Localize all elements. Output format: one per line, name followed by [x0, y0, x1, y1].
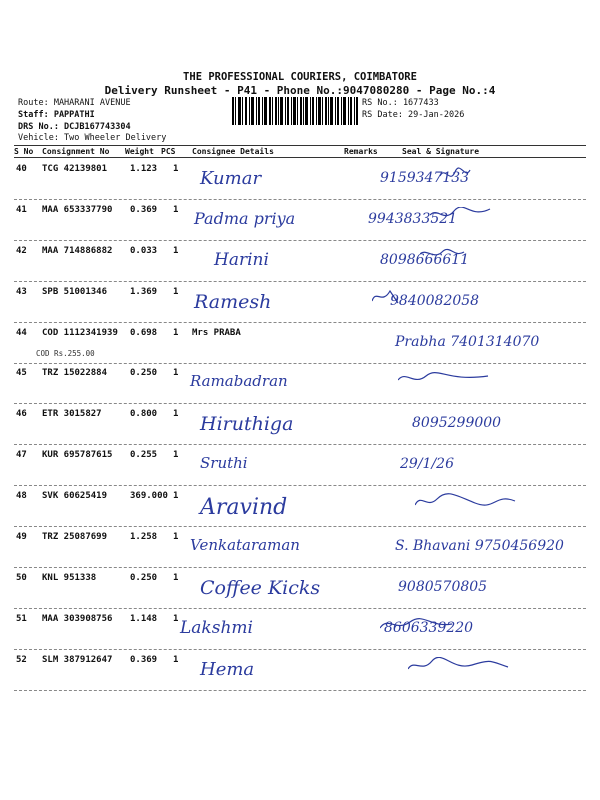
row-weight: 0.369: [130, 205, 158, 215]
row-sno: 50: [16, 573, 27, 583]
row-consignment-no: TRZ 25087699: [42, 532, 108, 542]
row-pcs: 1: [173, 614, 179, 624]
row-handwritten-name: Sruthi: [200, 454, 248, 472]
row-handwritten-name: Venkataraman: [190, 536, 300, 554]
table-row: [0, 444, 600, 485]
table-row: [0, 281, 600, 322]
row-pcs: 1: [173, 450, 179, 460]
row-pcs: 1: [173, 164, 179, 174]
row-sno: 42: [16, 246, 27, 256]
row-pcs: 1: [173, 328, 179, 338]
row-weight: 0.698: [130, 328, 158, 338]
col-remarks: Remarks: [344, 147, 378, 156]
row-sno: 51: [16, 614, 27, 624]
row-handwritten-signature: 9159347133: [380, 170, 470, 186]
row-consignment-no: MAA 653337790: [42, 205, 113, 215]
row-weight: 1.148: [130, 614, 158, 624]
row-consignment-no: MAA 303908756: [42, 614, 113, 624]
row-pcs: 1: [173, 573, 179, 583]
row-handwritten-signature: 8098666611: [380, 252, 470, 268]
row-weight: 0.800: [130, 409, 158, 419]
row-handwritten-name: Aravind: [200, 495, 288, 520]
row-pcs: 1: [173, 491, 179, 501]
row-handwritten-signature: 9840082058: [390, 293, 480, 309]
row-handwritten-signature: 8095299000: [412, 415, 502, 431]
row-consignee-printed: Mrs PRABA: [192, 328, 241, 338]
drs-label: DRS No.: DCJB167743304: [18, 122, 131, 132]
row-weight: 0.033: [130, 246, 158, 256]
row-pcs: 1: [173, 655, 179, 665]
row-sno: 48: [16, 491, 27, 501]
row-handwritten-signature: 9080570805: [398, 579, 488, 595]
row-consignment-no: KUR 695787615: [42, 450, 113, 460]
row-weight: 0.369: [130, 655, 158, 665]
table-row: [0, 608, 600, 649]
row-handwritten-signature: 8606339220: [384, 620, 474, 636]
row-pcs: 1: [173, 368, 179, 378]
signature-scribble: [408, 657, 518, 683]
row-pcs: 1: [173, 532, 179, 542]
vehicle-label: Vehicle: Two Wheeler Delivery: [18, 133, 167, 143]
row-handwritten-name: Coffee Kicks: [200, 577, 321, 599]
row-handwritten-name: Ramesh: [194, 291, 272, 313]
row-handwritten-signature: 29/1/26: [400, 456, 454, 472]
row-handwritten-signature: S. Bhavani 9750456920: [395, 538, 564, 554]
signature-scribble: [372, 289, 482, 315]
row-sno: 43: [16, 287, 27, 297]
row-pcs: 1: [173, 409, 179, 419]
col-consignee: Consignee Details: [192, 147, 274, 156]
table-row: [0, 403, 600, 444]
table-row: [0, 567, 600, 608]
row-pcs: 1: [173, 287, 179, 297]
barcode-image: [232, 97, 358, 125]
row-handwritten-signature: 9943833521: [368, 211, 458, 227]
signature-scribble: [430, 207, 540, 233]
row-sno: 47: [16, 450, 27, 460]
col-pcs: PCS: [161, 147, 176, 156]
row-sno: 46: [16, 409, 27, 419]
row-weight: 0.250: [130, 573, 158, 583]
row-weight: 1.123: [130, 164, 158, 174]
signature-scribble: [380, 616, 490, 642]
row-handwritten-signature: Prabha 7401314070: [395, 334, 540, 350]
row-consignment-no: SPB 51001346: [42, 287, 108, 297]
row-handwritten-name: Lakshmi: [180, 618, 253, 638]
table-row: [0, 362, 600, 403]
signature-scribble: [415, 493, 525, 519]
row-consignment-no: ETR 3015827: [42, 409, 102, 419]
row-sno: 41: [16, 205, 27, 215]
runsheet-title: Delivery Runsheet - P41 - Phone No.:9047080280 - Page No.:4: [104, 84, 496, 97]
row-handwritten-name: Harini: [214, 250, 269, 270]
row-sno: 40: [16, 164, 27, 174]
rs-date: RS Date: 29-Jan-2026: [362, 110, 465, 120]
rs-number: RS No.: 1677433: [362, 98, 439, 108]
header-top-rule: [14, 145, 586, 146]
row-consignment-no: SVK 60625419: [42, 491, 108, 501]
row-consignment-no: TRZ 15022884: [42, 368, 108, 378]
row-consignment-no: TCG 42139801: [42, 164, 108, 174]
row-consignment-no: SLM 387912647: [42, 655, 113, 665]
row-pcs: 1: [173, 246, 179, 256]
row-consignment-no: COD 1112341939: [42, 328, 118, 338]
row-sno: 49: [16, 532, 27, 542]
col-sno: S No: [14, 147, 34, 156]
col-weight: Weight: [125, 147, 154, 156]
row-weight: 0.255: [130, 450, 158, 460]
row-sno: 52: [16, 655, 27, 665]
row-consignment-no: MAA 714886882: [42, 246, 113, 256]
route-label: Route: MAHARANI AVENUE: [18, 98, 131, 108]
company-title: THE PROFESSIONAL COURIERS, COIMBATORE: [183, 71, 417, 83]
staff-label: Staff: PAPPATHI: [18, 110, 95, 120]
row-sno: 44: [16, 328, 27, 338]
row-divider: [14, 690, 586, 691]
row-handwritten-name: Hema: [200, 659, 255, 680]
row-weight: 1.369: [130, 287, 158, 297]
row-handwritten-name: Ramabadran: [190, 372, 288, 390]
signature-scribble: [398, 370, 508, 396]
cod-note: COD Rs.255.00: [36, 349, 95, 358]
row-weight: 369.000: [130, 491, 168, 501]
col-consignment: Consignment No: [42, 147, 110, 156]
row-pcs: 1: [173, 205, 179, 215]
signature-scribble: [420, 248, 530, 274]
row-handwritten-name: Padma priya: [194, 209, 296, 228]
row-handwritten-name: Kumar: [200, 168, 262, 189]
row-handwritten-name: Hiruthiga: [200, 413, 294, 435]
row-sno: 45: [16, 368, 27, 378]
table-row: [0, 526, 600, 567]
signature-scribble: [440, 166, 550, 192]
row-weight: 0.250: [130, 368, 158, 378]
col-seal-signature: Seal & Signature: [402, 147, 480, 156]
row-consignment-no: KNL 951338: [42, 573, 97, 583]
row-weight: 1.258: [130, 532, 158, 542]
